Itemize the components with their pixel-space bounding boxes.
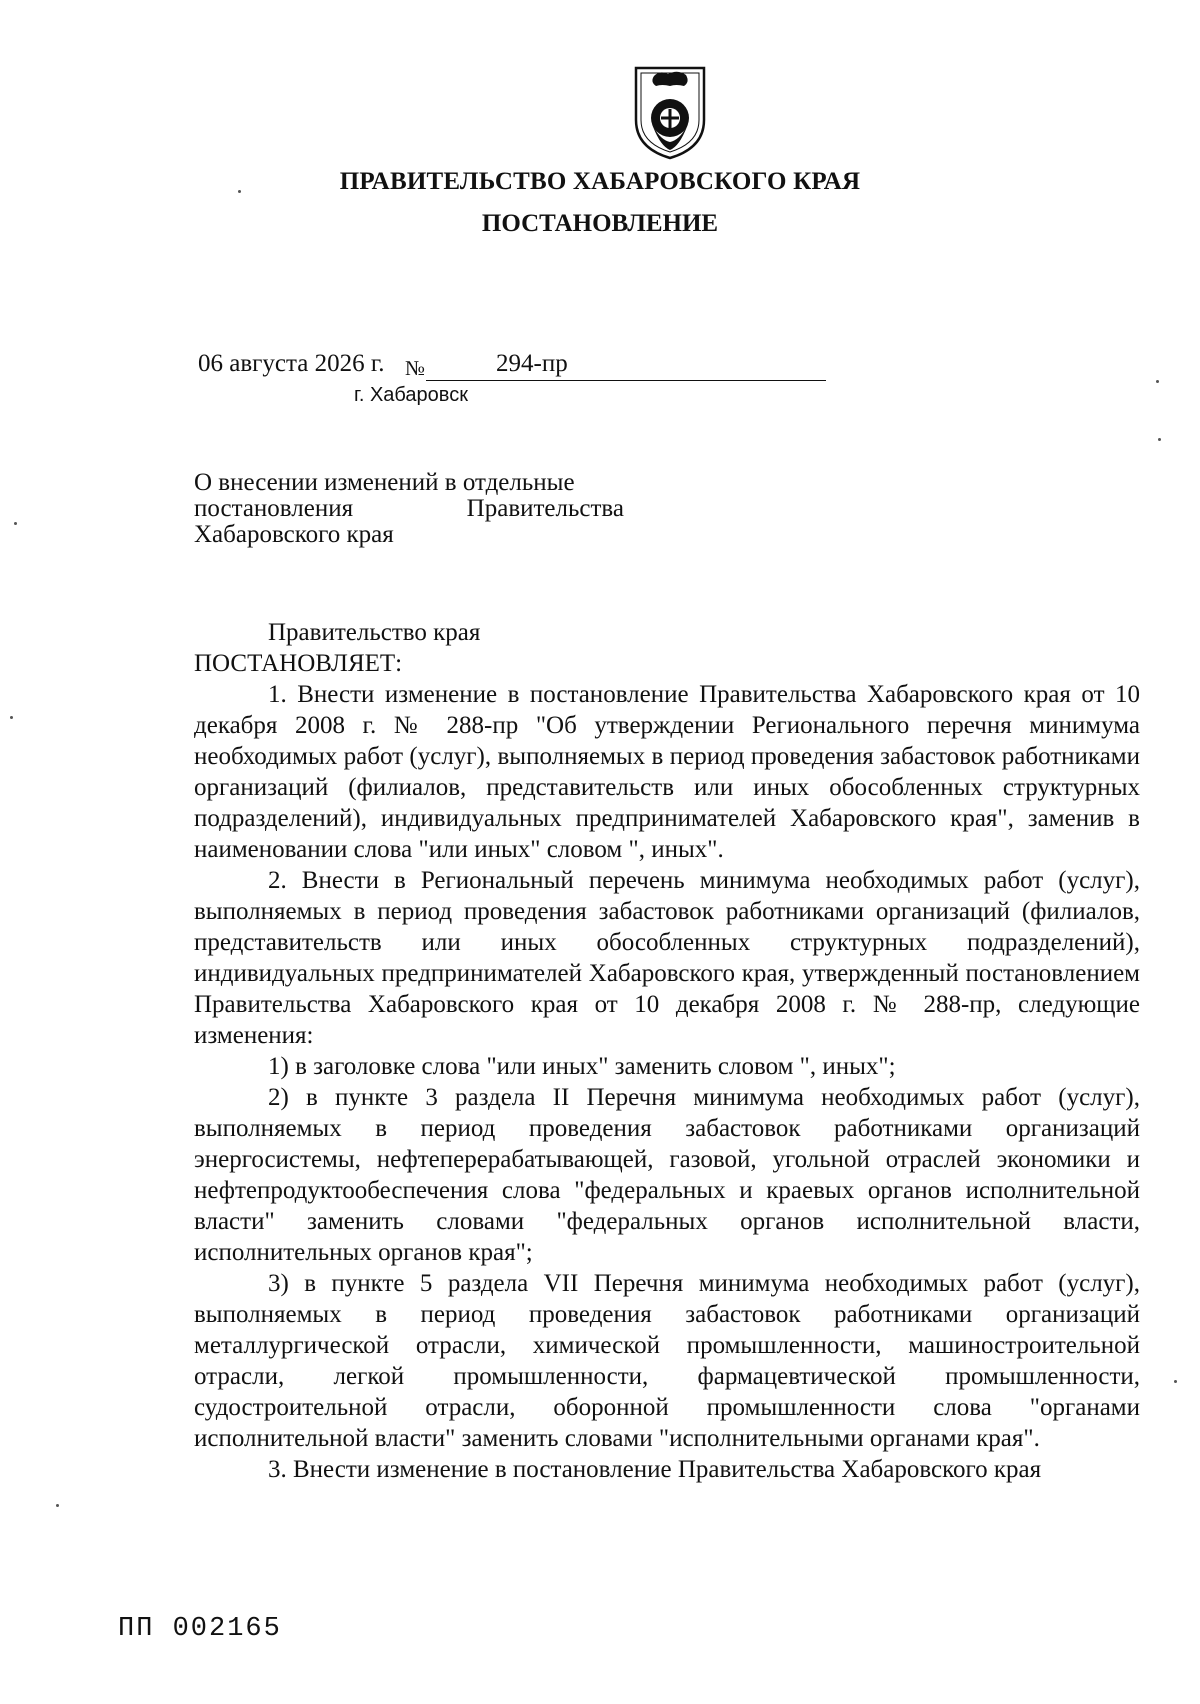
government-title: ПРАВИТЕЛЬСТВО ХАБАРОВСКОГО КРАЯ: [339, 168, 861, 195]
resolves-heading: ПОСТАНОВЛЯЕТ:: [194, 650, 403, 677]
form-serial-code: ПП 002165: [118, 1614, 282, 1644]
scan-speck: [1174, 1380, 1177, 1383]
item-3: 3. Внести изменение в постановление Правительства Хабаровского края: [268, 1456, 1042, 1483]
scan-speck: [1158, 438, 1161, 441]
document-number: 294-пр: [496, 350, 568, 377]
scan-speck: [56, 1504, 59, 1507]
scan-speck: [238, 190, 241, 193]
scan-speck: [10, 716, 13, 719]
item-2: 2. Внести в Региональный перечень минимума необходимых работ (услуг), выполняемых в период проведения забастовок работниками организаций (филиалов, представительств или иных обособленных структурных подразделений), индивидуальных предпринимателей Хабаровского края, утвержденный постановлением Правительства Хабаровского края от 10 декабря 2008 г. № 288-пр, следующие изменения:: [194, 867, 1140, 1049]
city-label: г. Хабаровск: [354, 384, 468, 406]
item-1: 1. Внести изменение в постановление Правительства Хабаровского края от 10 декабря 2008 г. № 288-пр "Об утверждении Регионального перечня минимума необходимых работ (услуг), выполняемых в период проведения забастовок работниками организаций (филиалов, представительств или иных обособленных структурных подразделений), индивидуальных предпринимателей Хабаровского края", заменив в наименовании слова "или иных" словом ", иных".: [194, 681, 1140, 863]
number-sign: №: [405, 356, 426, 380]
document-type: ПОСТАНОВЛЕНИЕ: [481, 210, 719, 237]
coat-of-arms-icon: [630, 62, 710, 162]
item-2-sub-2: 2) в пункте 3 раздела II Перечня минимума необходимых работ (услуг), выполняемых в период проведения забастовок работниками организаций энергосистемы, нефтеперерабатывающей, газовой, угольной отраслей экономики и нефтепродуктообеспечения слова "федеральных и краевых органов исполнительной власти" заменить словами "федеральных органов исполнительной власти, исполнительных органов края";: [194, 1084, 1140, 1266]
scan-speck: [1156, 380, 1159, 383]
subject-line: Хабаровского края: [194, 521, 394, 548]
item-2-sub-1: 1) в заголовке слова "или иных" заменить словом ", иных";: [268, 1053, 896, 1080]
subject-line: О внесении изменений в отдельные: [194, 469, 575, 496]
number-underline: [426, 380, 826, 381]
document-date: 06 августа 2026 г.: [198, 350, 385, 377]
document-subject: [194, 470, 624, 548]
subject-line: постановления Правительства: [194, 495, 624, 522]
scan-speck: [14, 522, 17, 525]
body-intro: Правительство края: [268, 619, 481, 646]
document-body: [194, 617, 1140, 1485]
item-2-sub-3: 3) в пункте 5 раздела VII Перечня минимума необходимых работ (услуг), выполняемых в период проведения забастовок работниками организаций металлургической отрасли, химической промышленности, машиностроительной отрасли, легкой промышленности, фармацевтической промышленности, судостроительной отрасли, оборонной промышленности слова "органами исполнительной власти" заменить словами "исполнительными органами края".: [194, 1270, 1140, 1452]
date-number-line: [198, 350, 638, 382]
